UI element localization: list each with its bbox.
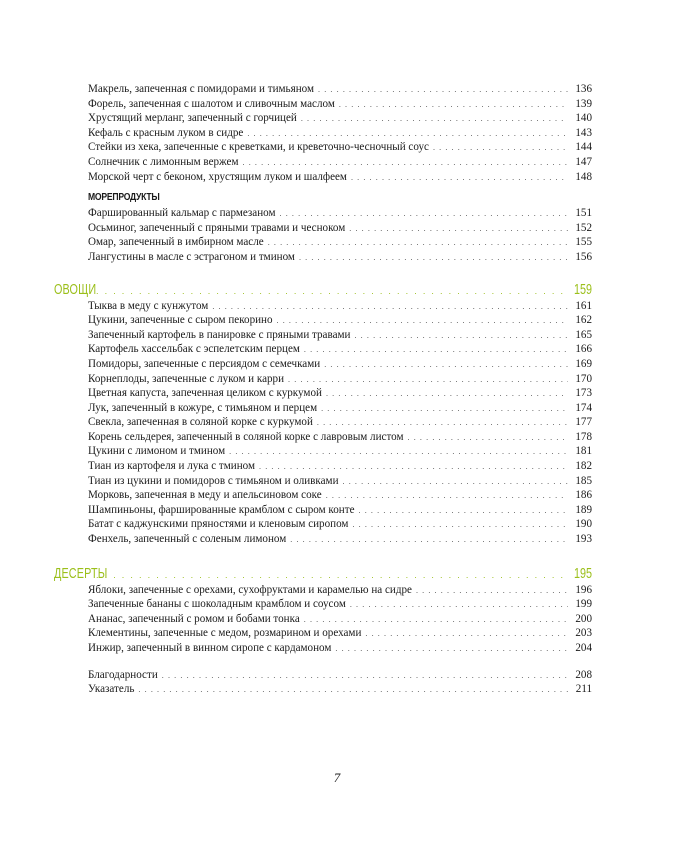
toc-entry-title: Свекла, запеченная в соляной корке с куркумой	[88, 416, 313, 429]
toc-entry[interactable]	[88, 668, 592, 683]
seafood-heading: МОРЕПРОДУКТЫ	[88, 191, 160, 204]
toc-entry-title: Помидоры, запеченные с персиядом с семечками	[88, 357, 321, 370]
toc-entry-title: Форель, запеченная с шалотом и сливочным маслом	[88, 97, 335, 110]
toc-entry-title: Корнеплоды, запеченные с луком и карри	[88, 372, 285, 385]
dot-leader	[408, 431, 568, 446]
toc-entry-page: 136	[575, 83, 592, 95]
desserts-list	[88, 583, 592, 656]
dot-leader	[352, 518, 568, 533]
toc-entry[interactable]	[88, 415, 592, 430]
dot-leader	[304, 613, 568, 628]
toc-entry-title: Тыква в меду с кунжутом	[88, 299, 209, 312]
toc-entry[interactable]	[88, 82, 592, 97]
toc-entry-title: Фаршированный кальмар с пармезаном	[88, 207, 276, 220]
toc-entry[interactable]	[88, 517, 592, 532]
dot-leader	[318, 83, 568, 98]
dot-leader	[349, 222, 568, 237]
toc-entry-page: 143	[575, 126, 592, 139]
toc-entry[interactable]	[88, 597, 592, 612]
toc-entry-title: Лангустины в масле с эстрагоном и тмином	[88, 250, 295, 263]
toc-entry-page: 182	[575, 460, 592, 473]
toc-entry-page: 193	[575, 533, 592, 546]
toc-entry-title: Кефаль с красным луком в сидре	[88, 126, 244, 139]
toc-entry[interactable]	[88, 503, 592, 518]
toc-entry[interactable]	[88, 641, 592, 656]
toc-entry-page: 161	[575, 299, 592, 312]
toc-entry-title: Клементины, запеченные с медом, розмарином и орехами	[88, 627, 362, 640]
toc-entry-title: Солнечник с лимонным вержем	[88, 155, 239, 168]
toc-entry[interactable]	[88, 328, 592, 343]
dot-leader	[321, 402, 568, 417]
dot-leader	[350, 598, 568, 613]
toc-entry-page: 186	[575, 489, 592, 502]
dot-leader	[268, 236, 568, 251]
toc-entry[interactable]	[88, 111, 592, 126]
toc-entry-title: Указатель	[88, 683, 135, 696]
toc-entry-page: 185	[575, 474, 592, 487]
section-vegetables[interactable]	[54, 281, 592, 299]
section-vegetables-title: ОВОЩИ	[54, 280, 97, 298]
toc-entry-page: 169	[575, 357, 592, 370]
dot-leader	[259, 460, 568, 475]
toc-entry[interactable]	[88, 430, 592, 445]
toc-entry[interactable]	[88, 250, 592, 265]
dot-leader	[96, 282, 563, 300]
toc-entry-title: Инжир, запеченный в винном сиропе с кардамоном	[88, 642, 332, 654]
dot-leader	[212, 300, 568, 315]
toc-entry[interactable]	[88, 206, 592, 221]
toc-entry-title: Батат с каджунскими пряностями и кленовым сиропом	[88, 518, 349, 531]
dot-leader	[339, 98, 568, 113]
toc-entry-title: Запеченные бананы с шоколадным крамблом и соусом	[88, 598, 346, 611]
toc-entry-title: Цукини, запеченные с сыром пекорино	[88, 314, 273, 327]
toc-entry-page: 199	[575, 598, 592, 611]
toc-entry-title: Лук, запеченный в кожуре, с тимьяном и перцем	[88, 401, 318, 414]
toc-entry-page: 144	[575, 141, 592, 154]
section-desserts[interactable]	[54, 565, 592, 583]
toc-entry[interactable]	[88, 386, 592, 401]
toc-entry-title: Фенхель, запеченный с соленым лимоном	[88, 533, 287, 546]
dot-leader	[301, 112, 568, 127]
toc-entry[interactable]	[88, 444, 592, 459]
toc-entry[interactable]	[88, 126, 592, 141]
toc-entry-page: 165	[575, 328, 592, 341]
toc-entry-page: 196	[575, 583, 592, 596]
dot-leader	[277, 314, 568, 329]
toc-entry-page: 139	[575, 97, 592, 110]
toc-entry-title: Тиан из картофеля и лука с тмином	[88, 460, 255, 473]
toc-entry[interactable]	[88, 155, 592, 170]
toc-entry-title: Хрустящий мерланг, запеченный с горчицей	[88, 112, 297, 125]
dot-leader	[433, 141, 568, 156]
toc-entry[interactable]	[88, 372, 592, 387]
toc-entry[interactable]	[88, 97, 592, 112]
page-number: 7	[333, 770, 341, 785]
toc-entry-page: 174	[575, 401, 592, 414]
dot-leader	[335, 642, 568, 657]
toc-entry-title: Осьминог, запеченный с пряными травами и чесноком	[88, 221, 346, 234]
toc-entry-title: Стейки из хека, запеченные с креветками, и креветочно-чесночный соус	[88, 141, 429, 154]
toc-entry-page: 178	[575, 430, 592, 443]
toc-entry-title: Ананас, запеченный с ромом и бобами тонка	[88, 612, 300, 625]
section-vegetables-page: 159	[573, 280, 592, 298]
toc-entry-page: 152	[575, 221, 592, 234]
dot-leader	[359, 504, 568, 519]
toc-entry[interactable]	[88, 474, 592, 489]
fish-list	[88, 82, 592, 184]
toc-entry-page: 151	[575, 207, 592, 220]
toc-entry-title: Цукини с лимоном и тмином	[88, 445, 226, 458]
toc-entry-title: Шампиньоны, фаршированные крамблом с сыром конте	[88, 503, 355, 516]
vegetables-list	[88, 299, 592, 547]
toc-entry-page: 140	[575, 112, 592, 125]
dot-leader	[280, 207, 568, 222]
toc-entry[interactable]	[88, 626, 592, 641]
toc-entry-title: Запеченный картофель в панировке с пряными травами	[88, 328, 351, 341]
toc-entry[interactable]	[88, 313, 592, 328]
toc-entry[interactable]	[88, 459, 592, 474]
seafood-list	[88, 206, 592, 264]
toc-entry-page: 156	[575, 250, 592, 263]
table-of-contents	[54, 82, 592, 697]
toc-entry[interactable]	[88, 488, 592, 503]
dot-leader	[343, 475, 568, 490]
dot-leader	[162, 669, 568, 684]
toc-entry-title: Картофель хассельбак с эспелетским перцем	[88, 343, 300, 356]
toc-entry[interactable]	[88, 221, 592, 236]
dot-leader	[416, 584, 568, 599]
toc-entry-page: 147	[575, 155, 592, 168]
toc-entry[interactable]	[88, 357, 592, 372]
toc-entry-page: 204	[575, 642, 592, 654]
toc-entry-title: Тиан из цукини и помидоров с тимьяном и оливками	[88, 474, 339, 487]
toc-entry-page: 189	[575, 503, 592, 516]
toc-entry-page: 177	[575, 416, 592, 429]
dot-leader	[326, 489, 568, 504]
dot-leader	[243, 156, 568, 171]
toc-entry[interactable]	[88, 612, 592, 627]
dot-leader	[288, 373, 568, 388]
dot-leader	[324, 358, 568, 373]
toc-entry-page: 200	[575, 612, 592, 625]
toc-entry-title: Благодарности	[88, 668, 158, 681]
toc-entry-title: Корень сельдерея, запеченный в соляной корке с лавровым листом	[88, 430, 404, 443]
toc-entry[interactable]	[88, 342, 592, 357]
dot-leader	[290, 533, 568, 548]
toc-entry-page: 166	[575, 343, 592, 356]
toc-entry-page: 162	[575, 314, 592, 327]
dot-leader	[229, 445, 568, 460]
dot-leader	[299, 251, 568, 266]
toc-entry-title: Морской черт с беконом, хрустящим луком и шалфеем	[88, 170, 347, 183]
dot-leader	[365, 627, 568, 642]
toc-entry-page: 203	[575, 627, 592, 640]
toc-entry[interactable]	[88, 235, 592, 250]
toc-entry-page: 155	[575, 236, 592, 249]
misc-list	[88, 668, 592, 697]
dot-leader	[304, 343, 568, 358]
dot-leader	[354, 329, 568, 344]
dot-leader	[326, 387, 568, 402]
toc-entry[interactable]	[88, 532, 592, 547]
toc-entry-page: 211	[575, 683, 592, 696]
toc-entry-page: 190	[575, 518, 592, 531]
toc-entry-page: 173	[575, 387, 592, 400]
section-desserts-title: ДЕСЕРТЫ	[54, 564, 108, 582]
dot-leader	[96, 566, 563, 584]
dot-leader	[317, 416, 568, 431]
dot-leader	[247, 127, 568, 142]
toc-entry[interactable]	[88, 299, 592, 314]
toc-entry-title: Цветная капуста, запеченная целиком с куркумой	[88, 387, 322, 400]
section-desserts-page: 195	[573, 564, 592, 582]
toc-entry-page: 181	[575, 445, 592, 458]
dot-leader	[138, 683, 568, 698]
toc-entry[interactable]	[88, 170, 592, 185]
toc-entry-title: Макрель, запеченная с помидорами и тимьяном	[88, 83, 315, 95]
toc-entry-page: 208	[575, 668, 592, 681]
toc-entry[interactable]	[88, 583, 592, 598]
toc-entry-title: Омар, запеченный в имбирном масле	[88, 236, 264, 249]
toc-entry[interactable]	[88, 401, 592, 416]
toc-entry-page: 170	[575, 372, 592, 385]
toc-entry-title: Яблоки, запеченные с орехами, сухофруктами и карамелью на сидре	[88, 583, 412, 596]
toc-entry-title: Морковь, запеченная в меду и апельсиновом соке	[88, 489, 322, 502]
toc-entry[interactable]	[88, 682, 592, 697]
dot-leader	[351, 171, 568, 186]
toc-entry-page: 148	[575, 170, 592, 183]
toc-entry[interactable]	[88, 140, 592, 155]
